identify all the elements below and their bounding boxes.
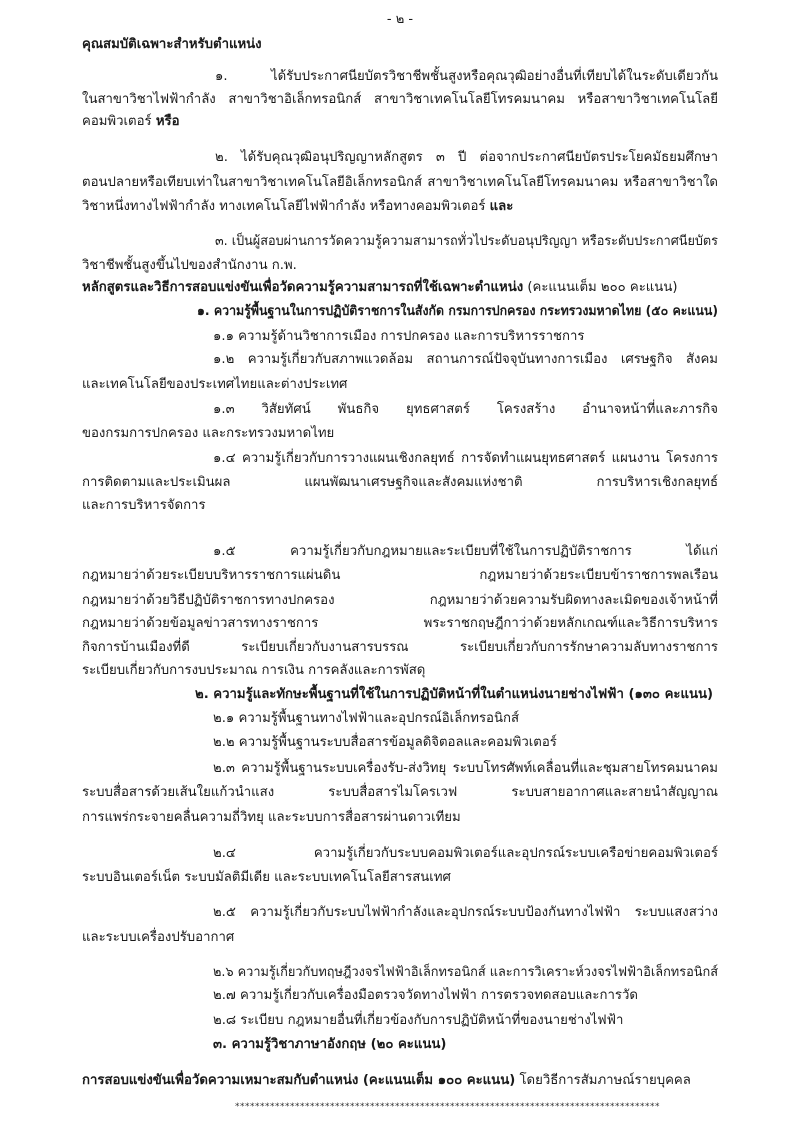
- text-line: [213, 844, 718, 864]
- text-line: [195, 685, 718, 705]
- line-text: ๓. ความรู้วิชาภาษาอังกฤษ (๒๐ คะแนน): [213, 1037, 447, 1052]
- text-line: [213, 449, 718, 469]
- text-line: [213, 1011, 718, 1031]
- line-text: ๒.๔ ความรู้เกี่ยวกับระบบคอมพิวเตอร์และอุปกรณ์ระบบเครือข่ายคอมพิวเตอร์: [213, 846, 718, 861]
- line-text: ๓. เป็นผู้สอบผ่านการวัดความรู้ความสามารถทั่วไประดับอนุปริญญา หรือระดับประกาศนียบัตร: [215, 234, 718, 249]
- line-text: ๒.๒ ความรู้พื้นฐานระบบสื่อสารข้อมูลดิจิตอลและคอมพิวเตอร์: [213, 735, 557, 750]
- line-text: กฎหมายว่าด้วยระเบียบบริหารราชการแผ่นดิน กฎหมายว่าด้วยระเบียบข้าราชการพลเรือน: [82, 568, 718, 583]
- line-text: การสอบแข่งขันเพื่อวัดความเหมาะสมกับตำแหน่ง (คะแนนเต็ม ๑๐๐ คะแนน): [82, 1073, 516, 1088]
- line-emphasis: โดยวิธีการสัมภาษณ์รายบุคคล: [515, 1073, 691, 1088]
- text-line: [215, 232, 718, 252]
- line-text: ๒.๓ ความรู้พื้นฐานระบบเครื่องรับ-ส่งวิทยุ ระบบโทรศัพท์เคลื่อนที่และชุมสายโทรคมนาคม: [213, 761, 718, 776]
- text-line: [82, 1071, 718, 1091]
- text-line: [213, 350, 718, 370]
- line-text: คอมพิวเตอร์: [82, 114, 156, 129]
- text-line: [82, 868, 718, 888]
- line-text: วิชาชีพชั้นสูงขึ้นไปของสำนักงาน ก.พ.: [82, 258, 297, 273]
- text-line: [82, 256, 718, 276]
- line-text: ตอนปลายหรือเทียบเท่าในสาขาวิชาเทคโนโลยีอิเล็กทรอนิกส์ สาขาวิชาเทคโนโลยีโทรคมนาคม หรือสาขาวิชาใด: [82, 175, 718, 190]
- text-line: [82, 197, 718, 217]
- line-emphasis: และ: [489, 199, 514, 214]
- line-text: และระบบเครื่องปรับอากาศ: [82, 930, 235, 945]
- text-line: [82, 638, 718, 658]
- line-text: คุณสมบัติเฉพาะสำหรับตำแหน่ง: [82, 37, 262, 52]
- text-line: [213, 1035, 718, 1055]
- text-line: [82, 783, 718, 803]
- line-text: ๒. ได้รับคุณวุฒิอนุปริญญาหลักสูตร ๓ ปี ต่อจากประกาศนียบัตรประโยคมัธยมศึกษา: [215, 150, 718, 165]
- line-text: วิชาหนึ่งทางไฟฟ้ากำลัง ทางเทคโนโลยีไฟฟ้ากำลัง หรือทางคอมพิวเตอร์: [82, 199, 490, 214]
- line-text: ระเบียบเกี่ยวกับการงบประมาณ การเงิน การคลังและการพัสดุ: [82, 663, 426, 678]
- line-text: การติดตามและประเมินผล แผนพัฒนาเศรษฐกิจและสังคมแห่งชาติ การบริหารเชิงกลยุทธ์: [82, 475, 718, 490]
- line-text: ๑.๕ ความรู้เกี่ยวกับกฎหมายและระเบียบที่ใช้ในการปฏิบัติราชการ ได้แก่: [213, 544, 718, 559]
- text-line: [82, 375, 718, 395]
- text-line: [215, 148, 718, 168]
- line-text: ๑.๒ ความรู้เกี่ยวกับสภาพแวดล้อม สถานการณ์ปัจจุบันทางการเมือง เศรษฐกิจ สังคม: [213, 352, 718, 367]
- line-text: ระบบสื่อสารด้วยเส้นใยแก้วนำแสง ระบบสื่อสารไมโครเวฟ ระบบสายอากาศและสายนำสัญญาณ: [82, 785, 718, 800]
- text-line: [82, 591, 718, 611]
- text-line: [82, 808, 718, 828]
- line-text: การแพร่กระจายคลื่นความถี่วิทยุ และระบบการสื่อสารผ่านดาวเทียม: [82, 810, 461, 825]
- line-text: หลักสูตรและวิธีการสอบแข่งขันเพื่อวัดความรู้ความสามารถที่ใช้เฉพาะตำแหน่ง: [82, 280, 524, 295]
- text-line: [213, 733, 718, 753]
- line-text: ๒.๑ ความรู้พื้นฐานทางไฟฟ้าและอุปกรณ์อิเล็กทรอนิกส์: [213, 711, 520, 726]
- text-line: [82, 112, 718, 132]
- page-number: - ๒ -: [386, 12, 414, 27]
- text-line: [82, 473, 718, 493]
- text-line: [213, 903, 718, 923]
- text-line: [82, 661, 718, 681]
- line-text: ของกรมการปกครอง และกระทรวงมหาดไทย: [82, 426, 335, 441]
- line-text: ในสาขาวิชาไฟฟ้ากำลัง สาขาวิชาอิเล็กทรอนิกส์ สาขาวิชาเทคโนโลยีโทรคมนาคม หรือสาขาวิชาเทคโนโลยี: [82, 92, 718, 107]
- line-text: กฎหมายว่าด้วยข้อมูลข่าวสารทางราชการ พระราชกฤษฎีกาว่าด้วยหลักเกณฑ์และวิธีการบริหาร: [82, 616, 718, 631]
- text-line: [197, 302, 718, 322]
- text-line: [82, 496, 718, 516]
- text-line: [213, 400, 718, 420]
- text-line: [82, 928, 718, 948]
- line-text: ระบบอินเตอร์เน็ต ระบบมัลติมีเดีย และระบบเทคโนโลยีสารสนเทศ: [82, 870, 451, 885]
- text-line: [213, 709, 718, 729]
- line-emphasis: หรือ: [155, 114, 180, 129]
- line-text: ๒.๖ ความรู้เกี่ยวกับทฤษฎีวงจรไฟฟ้าอิเล็กทรอนิกส์ และการวิเคราะห์วงจรไฟฟ้าอิเล็กทรอนิกส์: [213, 965, 718, 980]
- text-line: [213, 327, 718, 347]
- text-line: [213, 759, 718, 779]
- text-line: [82, 566, 718, 586]
- text-line: [82, 90, 718, 110]
- text-line: [82, 278, 718, 298]
- line-text: ๒.๘ ระเบียบ กฎหมายอื่นที่เกี่ยวข้องกับการปฏิบัติหน้าที่ของนายช่างไฟฟ้า: [213, 1013, 624, 1028]
- text-line: [82, 614, 718, 634]
- text-line: [213, 963, 718, 983]
- line-emphasis: (คะแนนเต็ม ๒๐๐ คะแนน): [523, 280, 678, 295]
- text-line: [213, 542, 718, 562]
- line-text: และการบริหารจัดการ: [82, 498, 206, 513]
- text-line: [82, 173, 718, 193]
- text-line: [213, 986, 718, 1006]
- line-text: กิจการบ้านเมืองที่ดี ระเบียบเกี่ยวกับงานสารบรรณ ระเบียบเกี่ยวกับการรักษาความลับทางราชการ: [82, 640, 718, 655]
- line-text: และเทคโนโลยีของประเทศไทยและต่างประเทศ: [82, 377, 348, 392]
- line-text: ๒.๗ ความรู้เกี่ยวกับเครื่องมือตรวจวัดทางไฟฟ้า การตรวจทดสอบและการวัด: [213, 988, 638, 1003]
- line-text: ๑. ได้รับประกาศนียบัตรวิชาชีพชั้นสูงหรือคุณวุฒิอย่างอื่นที่เทียบได้ในระดับเดียวกัน: [215, 69, 718, 84]
- line-text: กฎหมายว่าด้วยวิธีปฏิบัติราชการทางปกครอง กฎหมายว่าด้วยความรับผิดทางละเมิดของเจ้าหน้าที่: [82, 593, 718, 608]
- separator-line: *************************************************************************************: [235, 1102, 660, 1112]
- line-text: ๒. ความรู้และทักษะพื้นฐานที่ใช้ในการปฏิบัติหน้าที่ในตำแหน่งนายช่างไฟฟ้า (๑๓๐ คะแนน): [195, 687, 714, 702]
- text-line: [82, 424, 718, 444]
- section-heading: [82, 35, 718, 55]
- line-text: ๑.๓ วิสัยทัศน์ พันธกิจ ยุทธศาสตร์ โครงสร้าง อำนาจหน้าที่และภารกิจ: [213, 402, 718, 417]
- line-text: ๑. ความรู้พื้นฐานในการปฏิบัติราชการในสังกัด กรมการปกครอง กระทรวงมหาดไทย (๕๐ คะแนน): [197, 304, 718, 319]
- line-text: ๑.๑ ความรู้ด้านวิชาการเมือง การปกครอง และการบริหารราชการ: [213, 329, 585, 344]
- text-line: [215, 67, 718, 87]
- line-text: ๑.๔ ความรู้เกี่ยวกับการวางแผนเชิงกลยุทธ์ การจัดทำแผนยุทธศาสตร์ แผนงาน โครงการ: [213, 451, 718, 466]
- line-text: ๒.๕ ความรู้เกี่ยวกับระบบไฟฟ้ากำลังและอุปกรณ์ระบบป้องกันทางไฟฟ้า ระบบแสงสว่าง: [213, 905, 718, 920]
